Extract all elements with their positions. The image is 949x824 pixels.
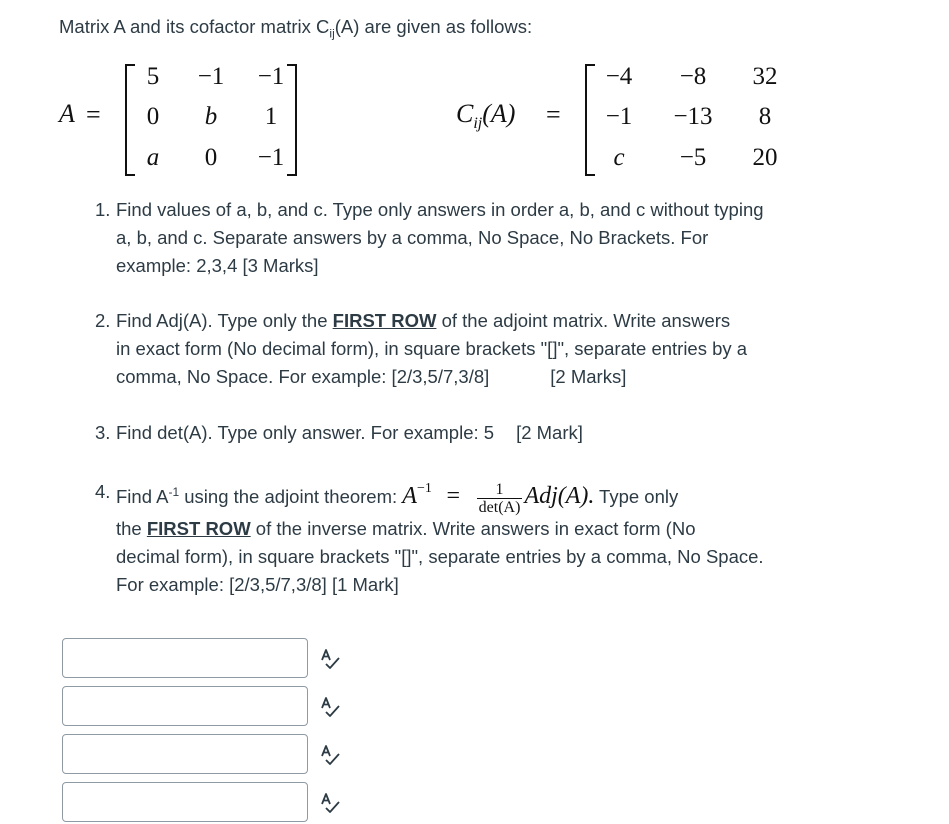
question-text (116, 475, 764, 599)
question-line: example: 2,3,4 [3 Marks] (116, 255, 319, 276)
question-number: 3. (95, 422, 111, 443)
question-1 (95, 196, 935, 286)
question-4 (95, 475, 935, 605)
matrix-a-cell: b (204, 103, 218, 130)
matrix-c-cell: 32 (752, 63, 778, 90)
question-line: For example: [2/3,5/7,3/8] [1 Mark] (116, 574, 399, 595)
spellcheck-icon[interactable] (318, 647, 342, 671)
matrix-c-equals: = (546, 100, 561, 129)
formula-fraction: $\frac{1}{\det(A)}$ (478, 481, 521, 517)
intro-text: Matrix A and its cofactor matrix $C_{ij}(A)$ are given as follows: (59, 16, 533, 41)
question-number: 1. (95, 199, 111, 220)
matrix-a-cell: 5 (146, 63, 160, 90)
adjoint-formula: $A^{-1}$ = $\frac{1}{\det(A)}$ Adj(A). (402, 481, 595, 517)
question-line: comma, No Space. For example: [2/3,5/7,3/8] [2 Marks] (116, 366, 627, 387)
matrix-c (585, 64, 781, 176)
matrix-a-cell: 0 (204, 144, 218, 171)
question-text: Find det(A). Type only answer. For example: 5 [2 Mark] (116, 422, 583, 443)
matrix-a-cell: 1 (264, 103, 278, 130)
answer-input-2[interactable] (62, 686, 308, 726)
matrix-c-cell: −13 (673, 103, 713, 130)
matrix-c-cell: −4 (605, 63, 633, 90)
matrix-a-cell: −1 (197, 63, 225, 90)
matrix-a-equals: = (86, 100, 101, 129)
matrix-c-cell: 8 (758, 103, 772, 130)
matrix-a (125, 64, 297, 176)
answer-input-1[interactable] (62, 638, 308, 678)
question-number: 2. (95, 310, 111, 331)
question-line: Find $A^{-1}$ using the adjoint theorem: $A^{-1}$ = $\frac{1}{\det(A)}$ Adj(A). Type only (116, 481, 679, 517)
marks-label: [2 Marks] (550, 366, 627, 387)
question-line: the FIRST ROW of the inverse matrix. Write answers in exact form (No (116, 518, 696, 539)
question-number: 4. (95, 481, 111, 502)
matrix-a-cell: 0 (146, 103, 160, 130)
question-line: decimal form), in square brackets "[]", separate entries by a comma, No Space. (116, 546, 764, 567)
spellcheck-icon[interactable] (318, 791, 342, 815)
matrix-c-cell: −1 (605, 103, 633, 130)
marks-label: [2 Mark] (516, 422, 583, 443)
question-3 (95, 419, 935, 449)
first-row-emphasis: FIRST ROW (332, 310, 437, 331)
question-text (116, 307, 747, 391)
question-line: Find Adj(A). Type only the FIRST ROW of the adjoint matrix. Write answers (116, 310, 731, 331)
matrix-c-label: $C_{ij}(A)$ (456, 99, 516, 133)
question-text (116, 196, 764, 280)
matrix-a-cell: a (146, 144, 160, 171)
first-row-emphasis: FIRST ROW (146, 518, 251, 539)
matrix-c-cell: 20 (752, 144, 778, 171)
answer-input-3[interactable] (62, 734, 308, 774)
answer-input-4[interactable] (62, 782, 308, 822)
question-2 (95, 307, 935, 397)
question-line: in exact form (No decimal form), in square brackets "[]", separate entries by a (116, 338, 748, 359)
matrix-c-cell: −5 (679, 144, 707, 171)
question-line: Find values of a, b, and c. Type only answers in order a, b, and c without typing (116, 199, 764, 220)
question-line: a, b, and c. Separate answers by a comma, No Space, No Brackets. For (116, 227, 709, 248)
matrix-c-cell: −8 (679, 63, 707, 90)
matrix-a-cell: −1 (257, 63, 285, 90)
matrix-a-cell: −1 (257, 144, 285, 171)
matrix-c-cell: c (613, 144, 625, 171)
spellcheck-icon[interactable] (318, 695, 342, 719)
spellcheck-icon[interactable] (318, 743, 342, 767)
matrix-a-label: A (59, 99, 75, 128)
